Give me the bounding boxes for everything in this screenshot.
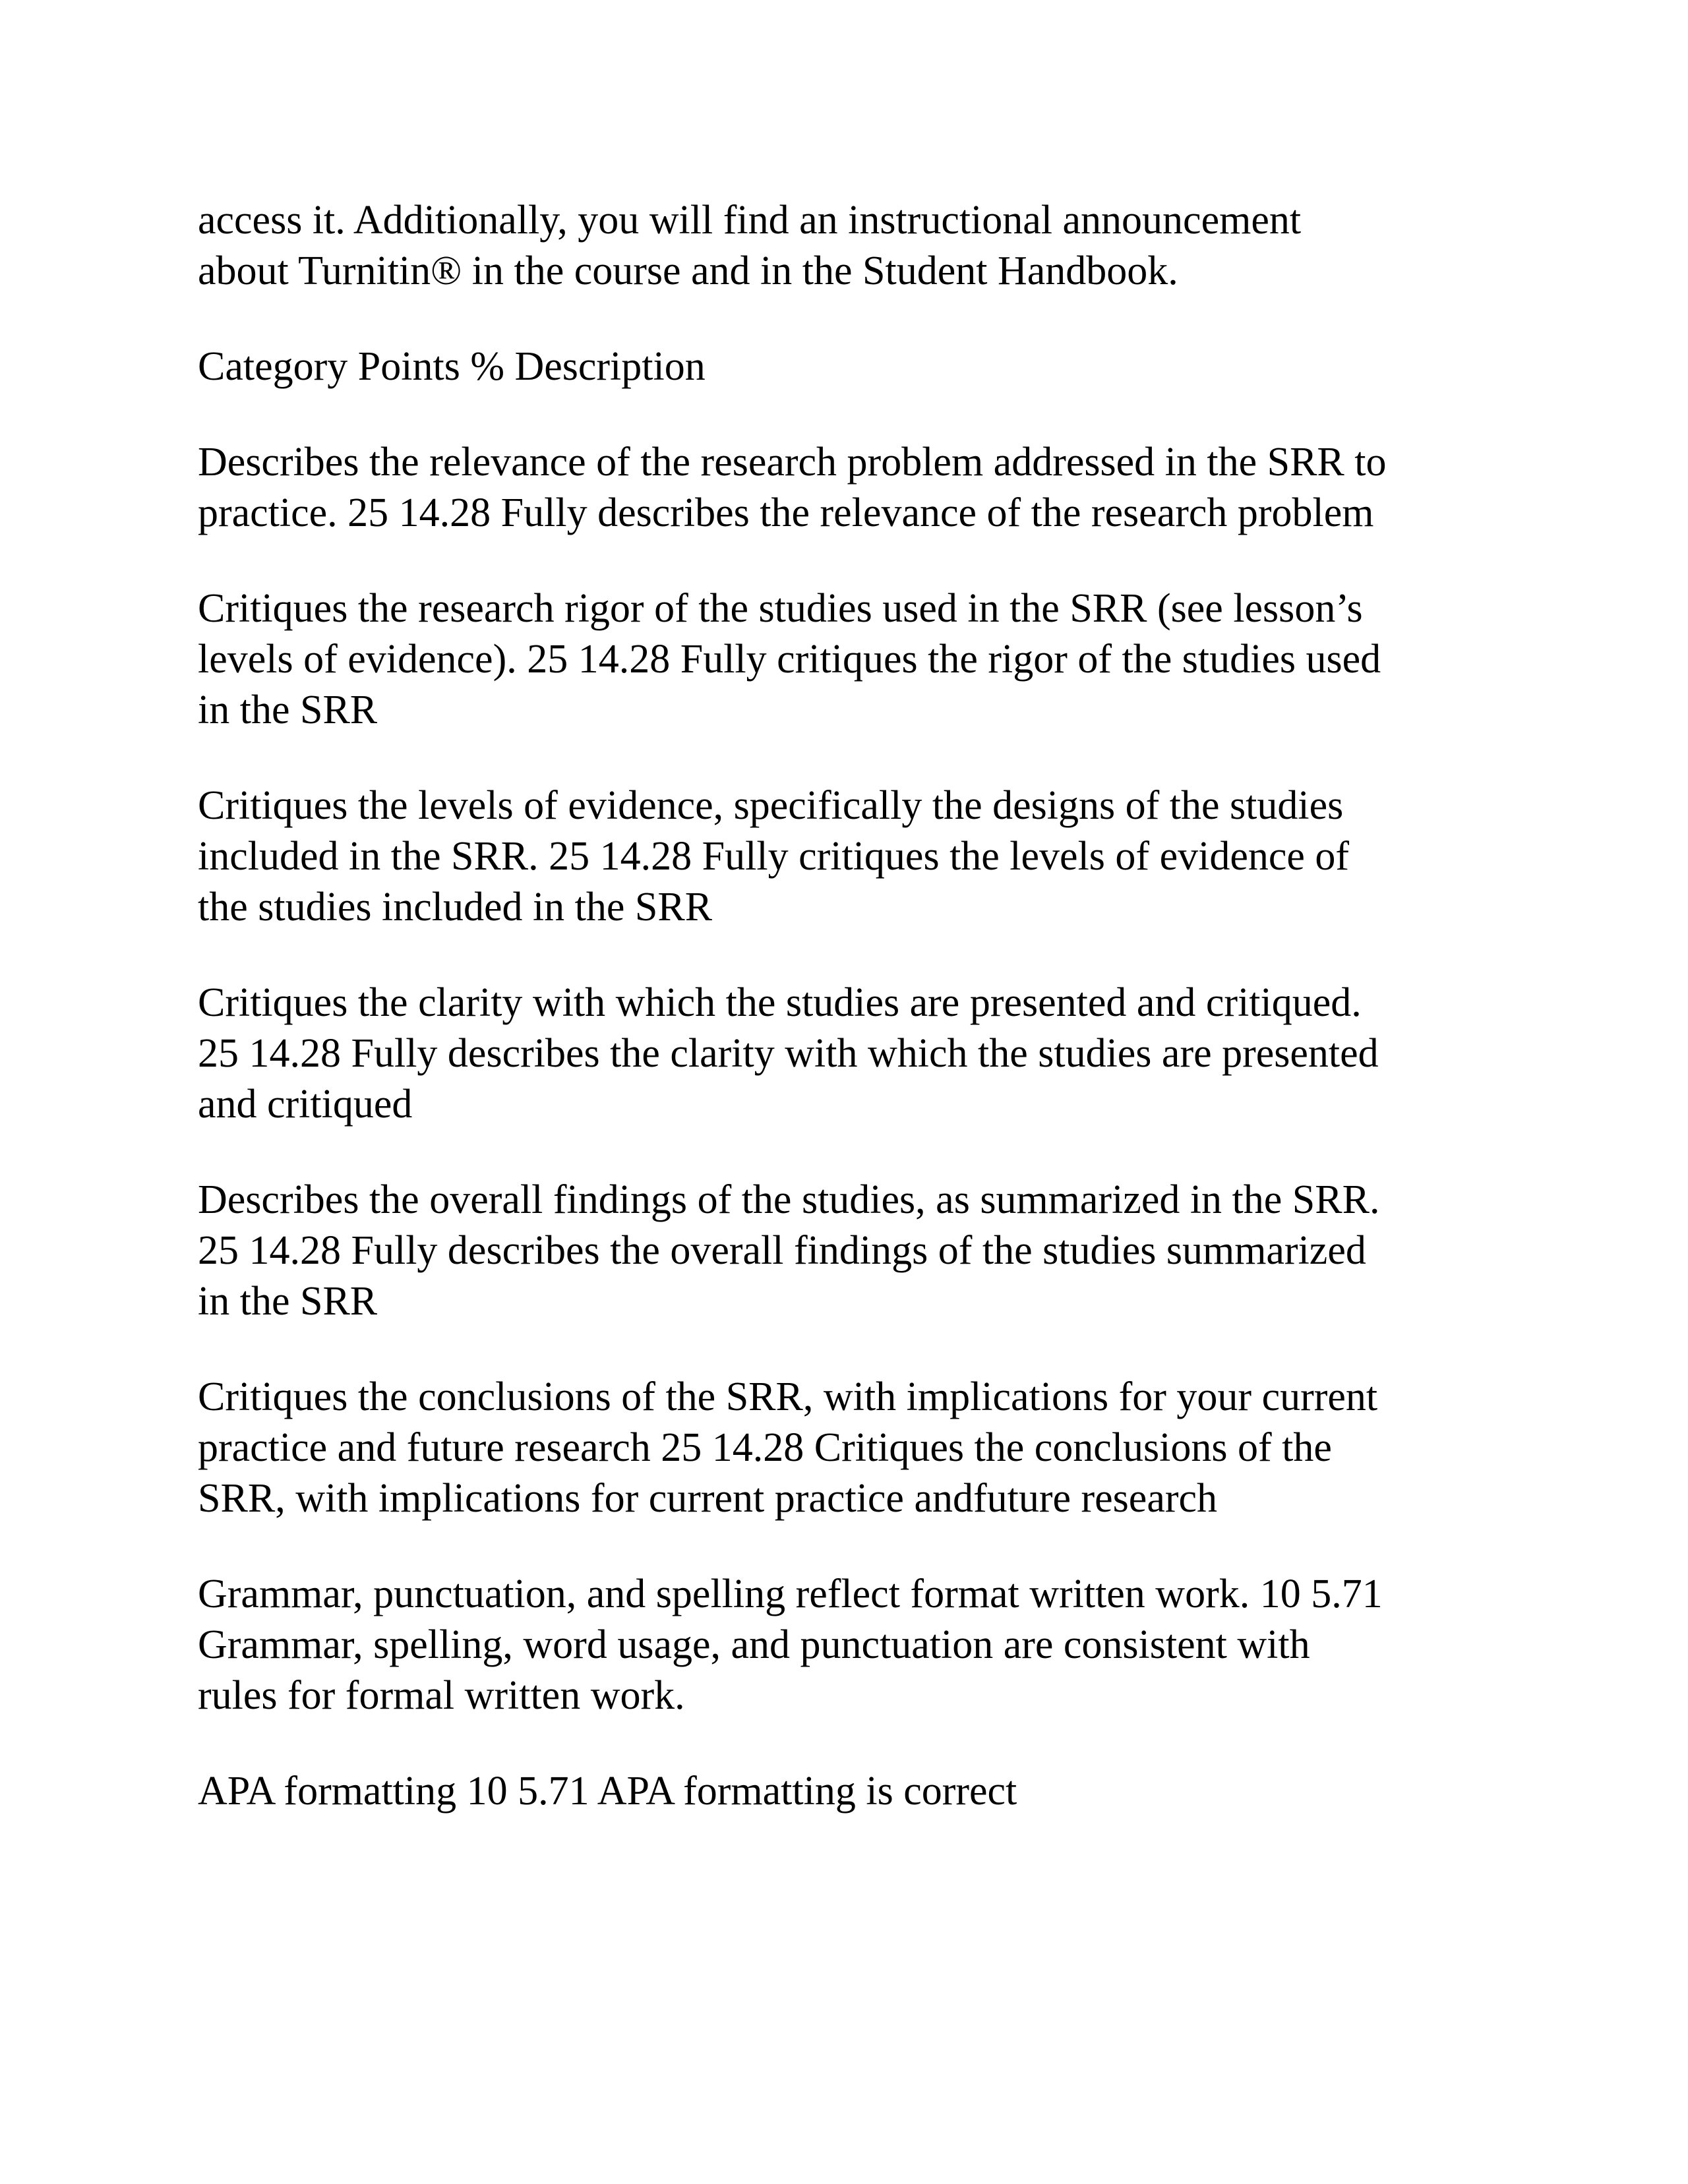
rubric-item-conclusions <box>198 1372 1497 1524</box>
rubric-header <box>198 341 1497 392</box>
text-line: 25 14.28 Fully describes the clarity with which the studies are presented <box>198 1031 1379 1076</box>
text-line: and critiqued <box>198 1082 413 1127</box>
text-line: practice. 25 14.28 Fully describes the relevance of the research problem <box>198 490 1374 535</box>
text-line: Critiques the clarity with which the studies are presented and critiqued. <box>198 980 1362 1025</box>
text-line: Critiques the conclusions of the SRR, with implications for your current <box>198 1374 1378 1419</box>
text-line: Describes the overall findings of the studies, as summarized in the SRR. <box>198 1177 1380 1222</box>
rubric-item-relevance <box>198 437 1497 539</box>
text-line: included in the SRR. 25 14.28 Fully critiques the levels of evidence of <box>198 834 1350 879</box>
rubric-item-rigor <box>198 583 1497 736</box>
text-line: Category Points % Description <box>198 344 706 389</box>
text-line: practice and future research 25 14.28 Critiques the conclusions of the <box>198 1425 1332 1470</box>
text-line: levels of evidence). 25 14.28 Fully critiques the rigor of the studies used <box>198 637 1381 682</box>
text-line: Grammar, spelling, word usage, and punctuation are consistent with <box>198 1622 1310 1667</box>
text-line: Grammar, punctuation, and spelling reflect format written work. 10 5.71 <box>198 1572 1383 1616</box>
text-line: rules for formal written work. <box>198 1673 685 1718</box>
text-line: SRR, with implications for current practice andfuture research <box>198 1476 1218 1521</box>
rubric-item-clarity <box>198 978 1497 1130</box>
text-line: APA formatting 10 5.71 APA formatting is correct <box>198 1769 1017 1814</box>
text-line: access it. Additionally, you will find an instructional announcement <box>198 198 1302 243</box>
paragraph-turnitin-note <box>198 195 1497 297</box>
text-line: Describes the relevance of the research problem addressed in the SRR to <box>198 440 1387 485</box>
rubric-item-levels-of-evidence <box>198 781 1497 933</box>
text-line: about Turnitin® in the course and in the Student Handbook. <box>198 249 1178 293</box>
text-line: 25 14.28 Fully describes the overall findings of the studies summarized <box>198 1228 1366 1273</box>
rubric-item-grammar <box>198 1569 1497 1721</box>
document-body <box>198 195 1497 1862</box>
text-line: in the SRR <box>198 1279 378 1324</box>
text-line: in the SRR <box>198 688 378 732</box>
text-line: the studies included in the SRR <box>198 885 713 930</box>
text-line: Critiques the levels of evidence, specifically the designs of the studies <box>198 783 1344 828</box>
rubric-item-apa <box>198 1766 1497 1817</box>
rubric-item-findings <box>198 1175 1497 1327</box>
text-line: Critiques the research rigor of the studies used in the SRR (see lesson’s <box>198 586 1363 631</box>
